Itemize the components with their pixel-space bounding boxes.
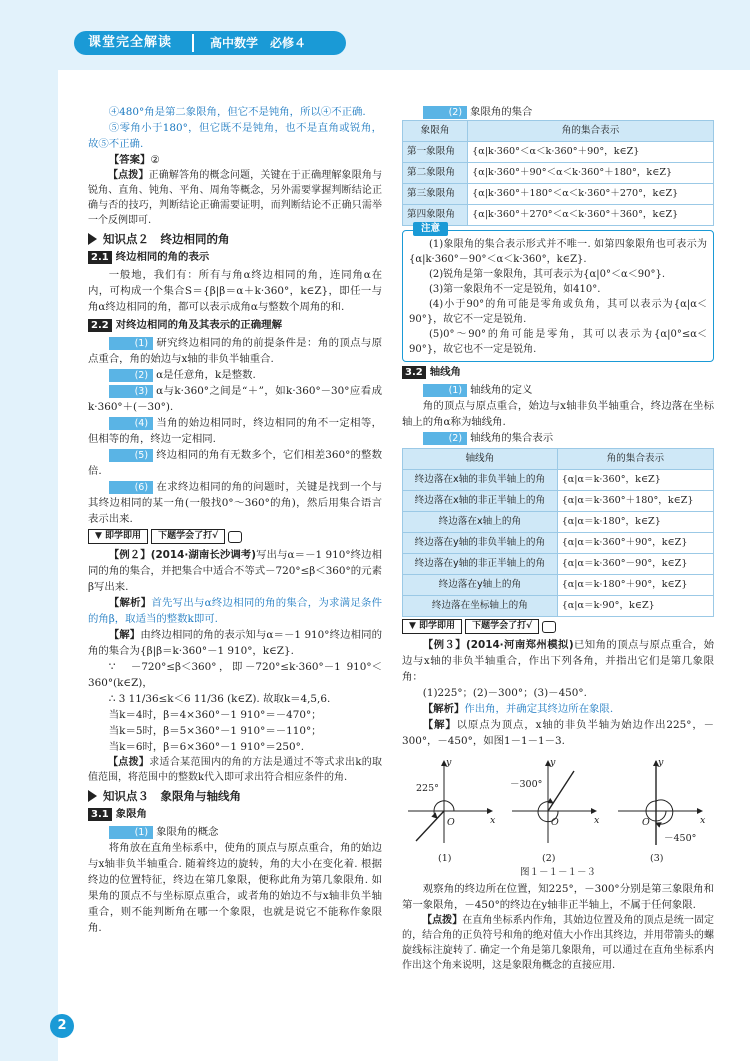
angle-figure-svg bbox=[402, 753, 714, 865]
solution-label: 【解】 bbox=[108, 629, 141, 641]
analysis bbox=[88, 595, 382, 627]
note-title: 注意 bbox=[413, 222, 448, 236]
section-number: 2.2 bbox=[88, 319, 112, 332]
origin-label: O bbox=[447, 817, 455, 828]
cell: {α|α＝k·360°－90°，k∈Z} bbox=[557, 554, 713, 575]
book-title: 课堂完全解读 bbox=[88, 35, 173, 50]
example-text: 已知角的顶点与原点重合，始边与x轴的非负半轴重合，作出下列各角，并指出它们是第几象限角： bbox=[402, 639, 714, 683]
note-item: (5)0°～90°的角可能是零角，其可以表示为{α|0°≤α＜90°}，故它也不一定是锐角. bbox=[409, 329, 707, 355]
section-title: 终边相同的角的表示 bbox=[115, 251, 210, 263]
item-text: 象限角的概念 bbox=[156, 826, 219, 838]
list-item bbox=[88, 479, 382, 527]
solution-step: 当k＝6时，β＝6×360°－1 910°＝250°. bbox=[108, 741, 305, 753]
row-label: 终边落在y轴的非正半轴上的角 bbox=[403, 554, 558, 575]
table-row bbox=[403, 512, 714, 533]
practice-button: ▼ 即学即用 bbox=[88, 529, 148, 544]
practice-button: ▼ 即学即用 bbox=[402, 619, 462, 634]
answer bbox=[88, 152, 382, 168]
cell: {α|α＝k·180°，k∈Z} bbox=[557, 512, 713, 533]
item-text: α与k·360°之间是“＋”，如k·360°－30°应看成k·360°＋(－30°). bbox=[88, 385, 382, 413]
section-number: 3.2 bbox=[402, 366, 426, 379]
figure-caption: 图１－１－１－３ bbox=[519, 867, 596, 878]
item-number: (2) bbox=[423, 432, 467, 445]
left-column bbox=[88, 104, 382, 936]
tip-text: 在直角坐标系内作角，其始边位置及角的顶点是统一固定的，结合角的正负符号和角的绝对值大小作出其终边，并用带箭头的螺旋线标注旋转了. 确定一个角是第几象限角，可以通过在直角坐标系内作出这个角来说明，这是象限角概念的直接应用. bbox=[402, 915, 715, 971]
section-title: 轴线角 bbox=[429, 366, 461, 378]
text-line: ⑤零角小于180°，但它既不是钝角，也不是直角或锐角，故⑤不正确. bbox=[88, 122, 382, 150]
table-row bbox=[403, 470, 714, 491]
page-number: 2 bbox=[50, 1014, 74, 1038]
knowledge-point-2 bbox=[88, 231, 382, 247]
item-number: (1) bbox=[109, 826, 153, 839]
kp-title: 知识点２ 终边相同的角 bbox=[103, 232, 230, 246]
table-row bbox=[403, 596, 714, 617]
paragraph: 将角放在直角坐标系中，使角的顶点与原点重合，角的始边与x轴非负半轴重合. 随着终边的旋转，角的大小在变化着. 根据终边的位置特征，终边在第几象限，便称此角为第几象限角. 如果角的顶点不与坐标原点重合，或者角的始边不与x轴非负半轴重合，则不能判断角在哪一个象限，也就是说它不能称作象限角. bbox=[88, 842, 382, 934]
subsection bbox=[88, 824, 382, 840]
item-text: 终边相同的角有无数多个，它们相差360°的整数倍. bbox=[88, 449, 382, 477]
column-header: 轴线角 bbox=[403, 449, 558, 470]
column-header: 角的集合表示 bbox=[468, 121, 714, 142]
cell: {α|k·360°＋270°＜α＜k·360°＋360°，k∈Z} bbox=[468, 205, 714, 226]
item-number: (6) bbox=[109, 481, 153, 494]
tip-label: 【点拨】 bbox=[108, 170, 149, 181]
cell: {α|k·360°＜α＜k·360°＋90°，k∈Z} bbox=[468, 142, 714, 163]
caption-2: (2) bbox=[542, 853, 556, 864]
check-hint: 下题学会了打√ bbox=[151, 529, 225, 544]
solution-step: 当k＝4时，β＝4×360°－1 910°＝－470°； bbox=[108, 709, 322, 721]
table-row bbox=[403, 491, 714, 512]
analysis-text: 首先写出与α终边相同的角的集合，为求满足条件的角β，取适当的整数k即可. bbox=[88, 597, 383, 625]
solution-text: 由终边相同的角的表示知与α＝－1 910°终边相同的角的集合为{β|β＝k·360°－1 910°，k∈Z}. bbox=[88, 629, 383, 657]
caption-1: (1) bbox=[438, 853, 452, 864]
table-row bbox=[403, 554, 714, 575]
angle-figures bbox=[402, 753, 714, 865]
check-box[interactable] bbox=[228, 531, 242, 543]
table-row bbox=[403, 533, 714, 554]
row-label: 终边落在坐标轴上的角 bbox=[403, 596, 558, 617]
tip-text: 求适合某范围内的角的方法是通过不等式求出k的取值范围，将范围中的整数k代入即可求出符合相应条件的角. bbox=[88, 757, 383, 783]
list-item bbox=[88, 383, 382, 415]
subject-title: 高中数学 必修４ bbox=[210, 36, 307, 50]
tip bbox=[402, 913, 714, 973]
paragraph: 角的顶点与原点重合，始边与x轴非负半轴重合，终边落在坐标轴上的角α称为轴线角. bbox=[402, 400, 714, 428]
check-box[interactable] bbox=[542, 621, 556, 633]
note-item: (3)第一象限角不一定是锐角，如410°. bbox=[429, 284, 601, 295]
triangle-icon bbox=[88, 790, 97, 802]
text-line: ④480°角是第二象限角，但它不是钝角，所以④不正确. bbox=[108, 106, 366, 118]
kp-title: 知识点３ 象限角与轴线角 bbox=[103, 789, 241, 803]
row-label: 终边落在y轴上的角 bbox=[403, 575, 558, 596]
row-label: 第二象限角 bbox=[403, 163, 468, 184]
solution-label: 【解】 bbox=[422, 719, 457, 731]
quadrant-table bbox=[402, 120, 714, 226]
triangle-icon bbox=[88, 233, 97, 245]
row-label: 第一象限角 bbox=[403, 142, 468, 163]
cell: {α|α＝k·90°，k∈Z} bbox=[557, 596, 713, 617]
right-column bbox=[402, 104, 714, 973]
table-row bbox=[403, 575, 714, 596]
label-neg450: －450° bbox=[664, 833, 697, 844]
item-number: (2) bbox=[109, 369, 153, 382]
practice-bar bbox=[402, 619, 714, 634]
analysis bbox=[402, 701, 714, 717]
knowledge-point-3 bbox=[88, 788, 382, 804]
example-parts: (1)225°；(2)－300°；(3)－450°. bbox=[422, 687, 587, 699]
item-number: (5) bbox=[109, 449, 153, 462]
item-text: 轴线角的集合表示 bbox=[470, 432, 554, 444]
page-header bbox=[0, 0, 750, 70]
section-3-1 bbox=[88, 806, 382, 822]
item-text: 当角的始边相同时，终边相同的角不一定相等，但相等的角，终边一定相同. bbox=[88, 417, 382, 445]
check-hint: 下题学会了打√ bbox=[465, 619, 539, 634]
example-text: 写出与α＝－1 910°终边相同的角的集合，并把集合中适合不等式－720°≤β＜360°的元素β写出来. bbox=[88, 549, 382, 593]
solution bbox=[88, 627, 382, 659]
row-label: 第三象限角 bbox=[403, 184, 468, 205]
table-row bbox=[403, 163, 714, 184]
section-title: 象限角 bbox=[115, 808, 147, 820]
row-label: 终边落在x轴的非正半轴上的角 bbox=[403, 491, 558, 512]
tip-label: 【点拨】 bbox=[422, 915, 463, 926]
item-text: 象限角的集合 bbox=[470, 106, 533, 118]
answer-value: ② bbox=[150, 154, 160, 166]
column-header: 角的集合表示 bbox=[557, 449, 713, 470]
item-number: (1) bbox=[423, 384, 467, 397]
section-number: 2.1 bbox=[88, 251, 112, 264]
subsection bbox=[402, 430, 714, 446]
origin-label: O bbox=[551, 817, 559, 828]
axis-y-label: y bbox=[658, 757, 664, 768]
table-row bbox=[403, 205, 714, 226]
table-header bbox=[403, 121, 714, 142]
solution bbox=[402, 717, 714, 749]
cell: {α|α＝k·360°＋180°，k∈Z} bbox=[557, 491, 713, 512]
origin-label: O bbox=[642, 817, 650, 828]
subsection bbox=[402, 104, 714, 120]
example-3 bbox=[402, 637, 714, 685]
solution-step: 当k＝5时，β＝5×360°－1 910°＝－110°； bbox=[108, 725, 322, 737]
row-label: 终边落在x轴的非负半轴上的角 bbox=[403, 470, 558, 491]
row-label: 终边落在y轴的非负半轴上的角 bbox=[403, 533, 558, 554]
answer-label: 【答案】 bbox=[108, 154, 151, 166]
solution-step: ∵ －720°≤β＜360°，即－720°≤k·360°－1 910°＜360°(k∈Z)， bbox=[88, 661, 382, 689]
cell: {α|k·360°＋90°＜α＜k·360°＋180°，k∈Z} bbox=[468, 163, 714, 184]
figure-2 bbox=[512, 761, 596, 843]
header-divider bbox=[192, 34, 194, 52]
axis-y-label: y bbox=[446, 757, 452, 768]
item-text: α是任意角，k是整数. bbox=[156, 369, 256, 381]
section-2-1 bbox=[88, 249, 382, 265]
section-2-2 bbox=[88, 317, 382, 333]
analysis-label: 【解析】 bbox=[422, 703, 465, 715]
note-item: (2)锐角是第一象限角，其可表示为{α|0°＜α＜90°}. bbox=[429, 269, 666, 280]
item-text: 在求终边相同的角的问题时，关键是找到一个与其终边相同的某一角(一般找0°～360°的角)，然后用集合语言表示出来. bbox=[88, 481, 382, 525]
table-row bbox=[403, 184, 714, 205]
table-row bbox=[403, 142, 714, 163]
figure-1 bbox=[408, 761, 492, 843]
example-label: 【例２】(2014·湖南长沙调考) bbox=[108, 549, 257, 561]
cell: {α|α＝k·360°＋90°，k∈Z} bbox=[557, 533, 713, 554]
axis-x-label: x bbox=[700, 815, 706, 826]
practice-bar bbox=[88, 529, 382, 544]
subsection bbox=[402, 382, 714, 398]
example-label: 【例３】(2014·河南郑州模拟) bbox=[422, 639, 574, 651]
label-neg300: －300° bbox=[510, 779, 543, 790]
observation: 观察角的终边所在位置，知225°，－300°分别是第三象限角和第一象限角，－450°的终边在y轴非正半轴上，不属于任何象限. bbox=[402, 883, 714, 911]
axis-x-label: x bbox=[490, 815, 496, 826]
label-225: 225° bbox=[416, 783, 439, 794]
tip-text: 正确解答角的概念问题，关键在于正确理解象限角与锐角、直角、钝角、平角、周角等概念，另外需要掌握判断结论正确与否的技巧，判断结论正确需要证明，而判断结论不正确只需举一个反例即可. bbox=[88, 170, 383, 226]
cell: {α|α＝k·360°，k∈Z} bbox=[557, 470, 713, 491]
item-text: 轴线角的定义 bbox=[470, 384, 533, 396]
tip bbox=[88, 755, 382, 785]
section-3-2 bbox=[402, 364, 714, 380]
list-item bbox=[88, 367, 382, 383]
section-number: 3.1 bbox=[88, 808, 112, 821]
row-label: 终边落在x轴上的角 bbox=[403, 512, 558, 533]
left-sidebar bbox=[0, 70, 58, 1061]
item-number: (3) bbox=[109, 385, 153, 398]
example-2 bbox=[88, 547, 382, 595]
solution-step: ∴ 3 11/36≤k＜6 11/36 (k∈Z). 故取k＝4,5,6. bbox=[108, 693, 331, 705]
axis-y-label: y bbox=[550, 757, 556, 768]
note-item: (1)象限角的集合表示形式并不唯一. 如第四象限角也可表示为{α|k·360°－90°＜α＜k·360°，k∈Z}. bbox=[409, 239, 707, 265]
caption-3: (3) bbox=[650, 853, 664, 864]
column-header: 象限角 bbox=[403, 121, 468, 142]
list-item bbox=[88, 447, 382, 479]
item-number: (4) bbox=[109, 417, 153, 430]
cell: {α|α＝k·180°＋90°，k∈Z} bbox=[557, 575, 713, 596]
solution-text: 以原点为顶点，x轴的非负半轴为始边作出225°，－300°，－450°，如图1－1－1－3. bbox=[402, 719, 715, 747]
analysis-text: 作出角，并确定其终边所在象限. bbox=[464, 703, 614, 715]
cell: {α|k·360°＋180°＜α＜k·360°＋270°，k∈Z} bbox=[468, 184, 714, 205]
note-box bbox=[402, 223, 714, 362]
tip-label: 【点拨】 bbox=[108, 757, 150, 768]
axis-angle-table bbox=[402, 448, 714, 617]
table-header bbox=[403, 449, 714, 470]
note-item: (4)小于90°的角可能是零角或负角，其可以表示为{α|α＜90°}，故它不一定是锐角. bbox=[409, 299, 707, 325]
list-item bbox=[88, 415, 382, 447]
item-number: (2) bbox=[423, 106, 467, 119]
analysis-label: 【解析】 bbox=[108, 597, 152, 609]
item-number: (1) bbox=[109, 337, 153, 350]
section-title: 对终边相同的角及其表示的正确理解 bbox=[115, 319, 282, 331]
tip bbox=[88, 168, 382, 228]
list-item bbox=[88, 335, 382, 367]
paragraph: 一般地，我们有：所有与角α终边相同的角，连同角α在内，可构成一个集合S＝{β|β＝α＋k·360°，k∈Z}，即任一与角α终边相同的角，都可以表示成角α与整数个周角的和. bbox=[88, 269, 382, 313]
item-text: 研究终边相同的角的前提条件是：角的顶点与原点重合，角的始边与x轴的非负半轴重合. bbox=[88, 337, 382, 365]
axis-x-label: x bbox=[594, 815, 600, 826]
row-label: 第四象限角 bbox=[403, 205, 468, 226]
